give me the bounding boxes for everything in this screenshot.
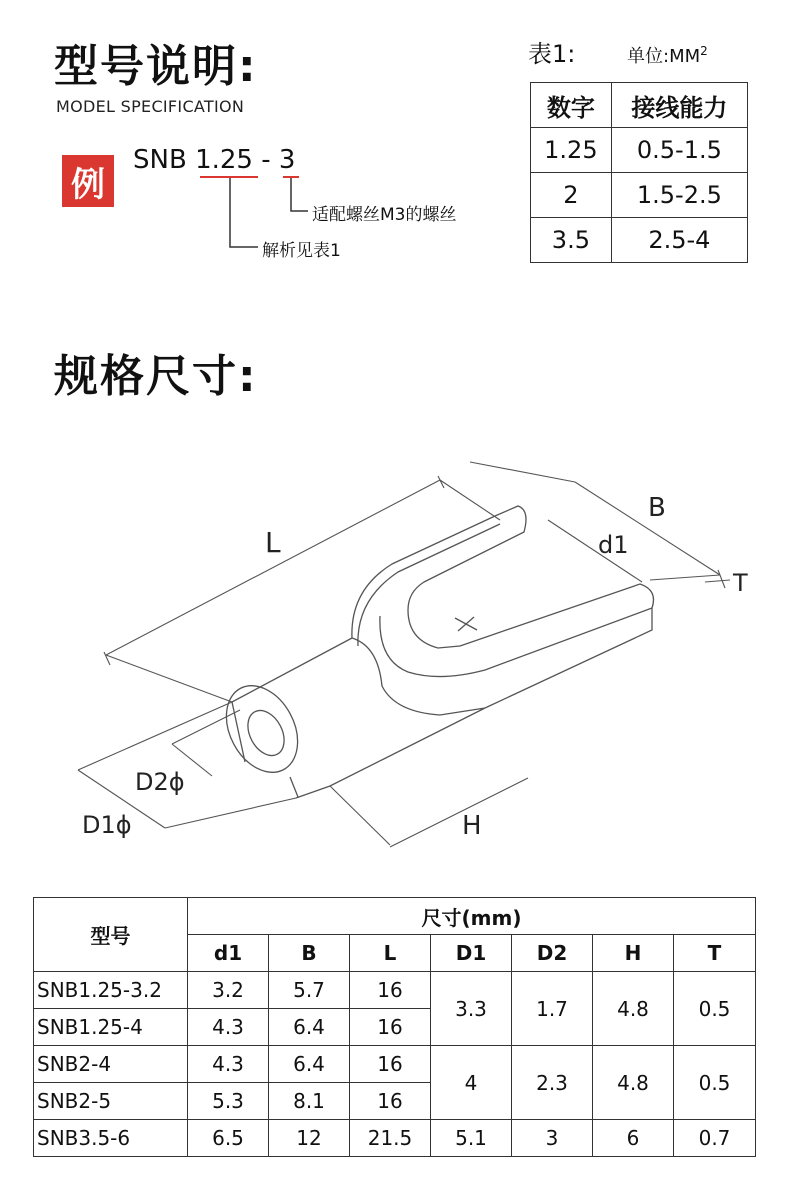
table2-cell: 0.5 [674, 972, 756, 1046]
table2-cell: 4.3 [188, 1009, 269, 1046]
table2-header-dims: 尺寸(mm) [188, 898, 756, 935]
table2-header-row [34, 898, 756, 935]
table2-cell: 6.5 [188, 1120, 269, 1157]
table2-cell: 2.3 [512, 1046, 593, 1120]
table2-cell: 8.1 [269, 1083, 350, 1120]
table2-cell: 6.4 [269, 1046, 350, 1083]
table2-header-B: B [269, 935, 350, 972]
table2-cell: 5.1 [431, 1120, 512, 1157]
table2-cell: 4 [431, 1046, 512, 1120]
table2-cell: 6.4 [269, 1009, 350, 1046]
table2-cell: 5.7 [269, 972, 350, 1009]
table2-cell: 3.2 [188, 972, 269, 1009]
table-row [531, 218, 748, 263]
table-row [34, 1120, 756, 1157]
table1-cell: 3.5 [531, 218, 612, 263]
label-H: H [462, 811, 482, 841]
table2-cell: 3.3 [431, 972, 512, 1046]
table2-cell: 12 [269, 1120, 350, 1157]
table1-unit: 单位$:MM^2$ [627, 44, 708, 67]
table2-header-H: H [593, 935, 674, 972]
table1-cell: 0.5-1.5 [611, 128, 747, 173]
table-row [531, 128, 748, 173]
table2-header-d1: d1 [188, 935, 269, 972]
table2-cell: 16 [350, 972, 431, 1009]
table2-cell: 16 [350, 1046, 431, 1083]
table2-cell: 0.7 [674, 1120, 756, 1157]
table2-cell: 16 [350, 1083, 431, 1120]
label-D1: D1ϕ [82, 811, 132, 839]
terminal-diagram [0, 440, 790, 880]
screw-note: 适配螺丝M3的螺丝 [312, 205, 457, 225]
table2-cell: 3 [512, 1120, 593, 1157]
table2-header-L: L [350, 935, 431, 972]
table1-cell: 2.5-4 [611, 218, 747, 263]
dimension-title: 规格尺寸: [54, 351, 258, 402]
table1-header-capacity: 接线能力 [611, 83, 747, 128]
example-badge: 例 [62, 155, 114, 207]
table2-header-T: T [674, 935, 756, 972]
table1-header-number: 数字 [531, 83, 612, 128]
table2-cell: 4.8 [593, 1046, 674, 1120]
size-note: 解析见表1 [262, 241, 341, 261]
label-T: T [733, 569, 748, 597]
table2-cell: 4.8 [593, 972, 674, 1046]
table2-header-model: 型号 [34, 898, 188, 972]
table-row [34, 972, 756, 1009]
label-d1: d1 [598, 531, 629, 559]
table1-cell: 1.25 [531, 128, 612, 173]
table-row [34, 1046, 756, 1083]
table2-cell: 4.3 [188, 1046, 269, 1083]
table2-cell: 6 [593, 1120, 674, 1157]
table2-cell: 16 [350, 1009, 431, 1046]
table2-header-D1: D1 [431, 935, 512, 972]
dimension-table [33, 897, 756, 1157]
table2-model: SNB1.25-4 [34, 1009, 188, 1046]
example-separator: - [261, 145, 271, 175]
table2-cell: 21.5 [350, 1120, 431, 1157]
model-spec-subtitle: MODEL SPECIFICATION [56, 97, 245, 116]
table2-cell: 5.3 [188, 1083, 269, 1120]
model-spec-title: 型号说明: [54, 41, 258, 92]
table-row [531, 173, 748, 218]
table2-model: SNB1.25-3.2 [34, 972, 188, 1009]
table2-cell: 1.7 [512, 972, 593, 1046]
table2-model: SNB2-5 [34, 1083, 188, 1120]
table2-model: SNB3.5-6 [34, 1120, 188, 1157]
table2-header-D2: D2 [512, 935, 593, 972]
capacity-table [530, 82, 748, 263]
label-B: B [648, 493, 666, 523]
example-prefix: SNB [133, 145, 187, 175]
table1-title: 表1: [528, 40, 576, 68]
example-size: 1.25 [195, 145, 253, 175]
table2-model: SNB2-4 [34, 1046, 188, 1083]
table1-header-row [531, 83, 748, 128]
table1-cell: 2 [531, 173, 612, 218]
table1-cell: 1.5-2.5 [611, 173, 747, 218]
example-screw: 3 [278, 145, 296, 175]
label-D2: D2ϕ [135, 768, 185, 796]
table2-cell: 0.5 [674, 1046, 756, 1120]
label-L: L [265, 526, 281, 559]
